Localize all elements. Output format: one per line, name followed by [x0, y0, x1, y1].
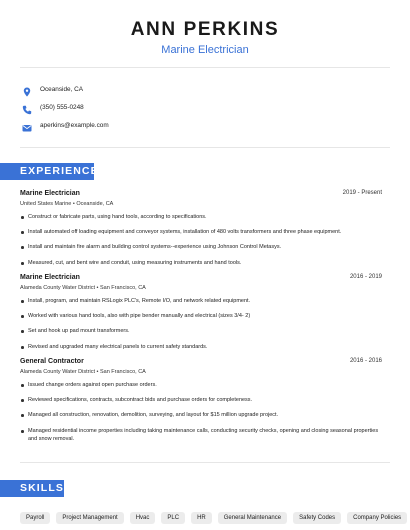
job-employer: Alameda County Water District • San Francisco, CA [20, 369, 146, 375]
skill-chip: General Maintenance [218, 512, 287, 524]
job-dates: 2016 - 2016 [349, 358, 382, 364]
skill-chip: Hvac [130, 512, 156, 524]
skill-chip: Project Management [56, 512, 123, 524]
job-location: San Francisco, CA [99, 369, 146, 375]
job-employer: United States Marine • Oceanside, CA [20, 201, 114, 207]
email-link[interactable]: aperkins@example.com [40, 121, 109, 129]
job-bullet: Install and maintain fire alarm and building control systems--experience using Johnson Control Metasys. [20, 243, 382, 251]
job-bullet: Measured, cut, and bent wire and conduit, using measuring instruments and hand tools. [20, 259, 382, 267]
job-company: United States Marine [20, 201, 72, 207]
skill-chip: HR [191, 512, 212, 524]
contact-email[interactable] [22, 118, 109, 132]
job-header [20, 190, 382, 197]
phone-icon [22, 102, 32, 112]
job-dates: 2016 - 2019 [349, 274, 382, 280]
job-title: Marine Electrician [20, 190, 80, 197]
contact-phone [22, 100, 84, 114]
divider [20, 147, 390, 148]
job-location: Oceanside, CA [76, 201, 114, 207]
job-bullet: Revised and upgraded many electrical panels to current safety standards. [20, 343, 382, 351]
phone-text: (350) 555-0248 [40, 103, 84, 111]
job-dates: 2019 - Present [342, 190, 382, 196]
job-bullet: Worked with various hand tools, also with pipe bender manually and electrical (sizes 3/4- 2) [20, 312, 382, 320]
job-bullet: Managed all construction, renovation, demolition, surveying, and layout for $15 million upgrade project. [20, 411, 382, 419]
job-bullet: Install, program, and maintain RSLogix PLC's, Remote I/O, and network related equipment. [20, 297, 382, 305]
skill-chip: Payroll [20, 512, 50, 524]
job-bullet: Issued change orders against open purchase orders. [20, 381, 382, 389]
job-bullet: Reviewed specifications, contracts, subcontract bids and purchase orders for completeness. [20, 396, 382, 404]
skills-heading: SKILLS [0, 480, 64, 497]
job-location: San Francisco, CA [99, 285, 146, 291]
mail-icon [22, 120, 32, 130]
experience-heading: EXPERIENCE [0, 163, 94, 180]
resume-header [0, 19, 410, 57]
job-bullet: Managed residential income properties including taking maintenance calls, conducting security checks, opening and closing seasonal properties and snow removal. [20, 427, 382, 443]
job-bullet: Construct or fabricate parts, using hand tools, according to specifications. [20, 213, 382, 221]
skill-chip: Safety Codes [293, 512, 341, 524]
skills-list [20, 512, 410, 524]
divider [20, 67, 390, 68]
job-company: Alameda County Water District [20, 285, 95, 291]
job-bullet: Install automated off loading equipment and conveyor systems, installation of 480 volts transformers and three phase equipment. [20, 228, 382, 236]
job-title: General Contractor [20, 358, 84, 365]
skill-chip: PLC [161, 512, 185, 524]
job-title: Marine Electrician [20, 274, 80, 281]
location-pin-icon [22, 84, 32, 94]
skill-chip: Company Policies [347, 512, 407, 524]
job-employer: Alameda County Water District • San Francisco, CA [20, 285, 146, 291]
job-header [20, 358, 382, 365]
divider [20, 462, 390, 463]
candidate-role: Marine Electrician [161, 44, 249, 56]
contact-location [22, 82, 83, 96]
location-text: Oceanside, CA [40, 85, 83, 93]
job-bullet: Set and hook up pad mount transformers. [20, 327, 382, 335]
candidate-name: ANN PERKINS [130, 19, 280, 40]
job-header [20, 274, 382, 281]
job-company: Alameda County Water District [20, 369, 95, 375]
